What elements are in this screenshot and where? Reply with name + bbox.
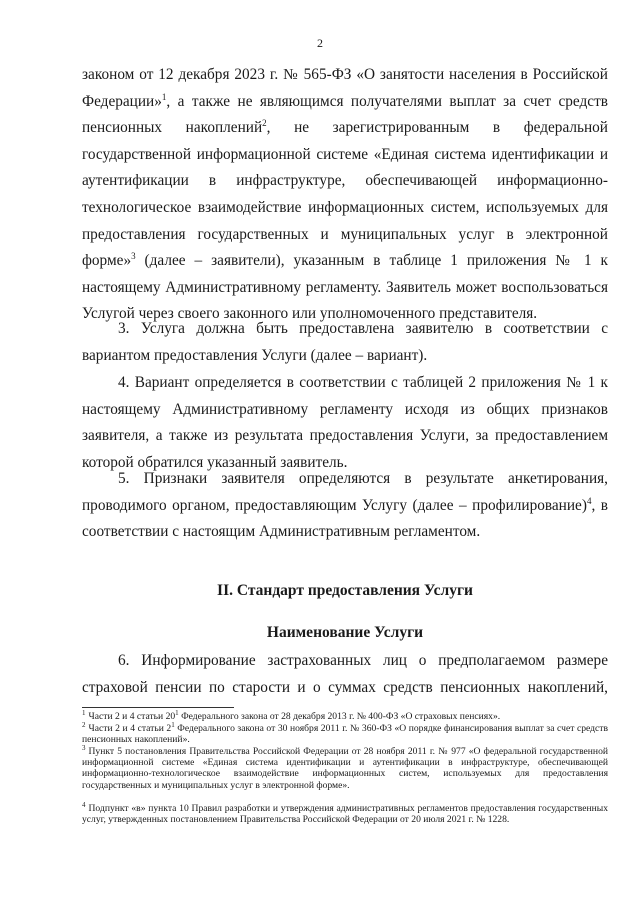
footnote-4-number: 4 xyxy=(82,801,86,809)
p1-text-a: законом от 12 декабря 2023 г. № 565-ФЗ «О занятости населения в Российской Федерации» xyxy=(82,66,608,110)
footnote-1-text-b: Федерального закона от 28 декабря 2013 г. № 400-ФЗ «О страховых пенсиях». xyxy=(178,711,501,722)
footnote-2 xyxy=(82,723,608,745)
footnote-1-sup: 1 xyxy=(175,709,179,717)
footnote-3-text: Пункт 5 постановления Правительства Российской Федерации от 28 ноября 2011 г. № 977 «О федеральной государственной информационной системе «Единая система идентификации и аутентификации в инфраструктуре, обеспечивающей информационно-технологическое взаимодействие информационных систем, используемых для предоставления государственных и муниципальных услуг в электронной форме». xyxy=(82,746,608,791)
footnote-1-text-a: Части 2 и 4 статьи 20 xyxy=(88,711,176,722)
footnote-2-text-b: Федерального закона от 30 ноября 2011 г. № 360-ФЗ «О порядке финансирования выплат за счет средств пенсионных накоплений». xyxy=(82,723,609,746)
section-heading: II. Стандарт предоставления Услуги xyxy=(217,582,473,599)
page-number: 2 xyxy=(317,36,323,50)
footnote-1 xyxy=(82,711,608,722)
p5-text-a: 5. Признаки заявителя определяются в результате анкетирования, проводимого органом, предоставляющим Услугу (далее – профилирование) xyxy=(82,470,608,514)
footnote-2-sup: 1 xyxy=(171,721,175,729)
footnote-ref-3: 3 xyxy=(131,251,136,262)
paragraph-5 xyxy=(82,466,608,546)
paragraph-applicants xyxy=(82,62,608,328)
p1-text-b: , а также не являющимся получателями выплат за счет средств пенсионных накоплений xyxy=(82,92,608,137)
subsection-heading: Наименование Услуги xyxy=(266,624,424,641)
footnote-2-number: 2 xyxy=(82,721,86,729)
p1-text-d: (далее – заявители), указанным в таблице 1 приложения № 1 к настоящему Административному регламенту. Заявитель может воспользоваться Услугой через своего законного или уполномоченного представителя. xyxy=(82,252,608,323)
footnote-2-text-a: Части 2 и 4 статьи 2 xyxy=(88,723,172,734)
footnote-3 xyxy=(82,746,608,791)
footnote-1-number: 1 xyxy=(82,709,86,717)
paragraph-4: 4. Вариант определяется в соответствии с таблицей 2 приложения № 1 к настоящему Административному регламенту исходя из общих признаков заявителя, а также из результата предоставления Услуги, за предоставлением которой обратился указанный заявитель. xyxy=(82,374,608,471)
footnote-ref-2: 2 xyxy=(262,118,267,129)
footnote-ref-1: 1 xyxy=(161,91,167,102)
footnote-separator xyxy=(82,707,234,708)
footnote-3-number: 3 xyxy=(82,744,86,752)
p1-text-c: , не зарегистрированным в федеральной государственной информационной системе «Единая система идентификации и аутентификации в инфраструктуре, обеспечивающей информационно-технологическое взаимодействие информационных систем, используемых для предоставления государственных и муниципальных услуг в электронной форме» xyxy=(82,119,608,270)
footnote-4 xyxy=(82,803,608,825)
footnote-4-text: Подпункт «в» пункта 10 Правил разработки и утверждения административных регламентов предоставления государственных услуг, утвержденных постановлением Правительства Российской Федерации от 20 июля 2021 г. № 1228. xyxy=(82,803,608,826)
paragraph-6: 6. Информирование застрахованных лиц о предполагаемом размере страховой пенсии по старости и о суммах средств пенсионных накоплений, xyxy=(82,652,608,696)
p5-text-b: , в соответствии с настоящим Административным регламентом. xyxy=(82,496,608,541)
footnote-ref-4: 4 xyxy=(586,495,592,506)
paragraph-3: 3. Услуга должна быть предоставлена заявителю в соответствии с вариантом предоставления Услуги (далее – вариант). xyxy=(82,320,608,364)
